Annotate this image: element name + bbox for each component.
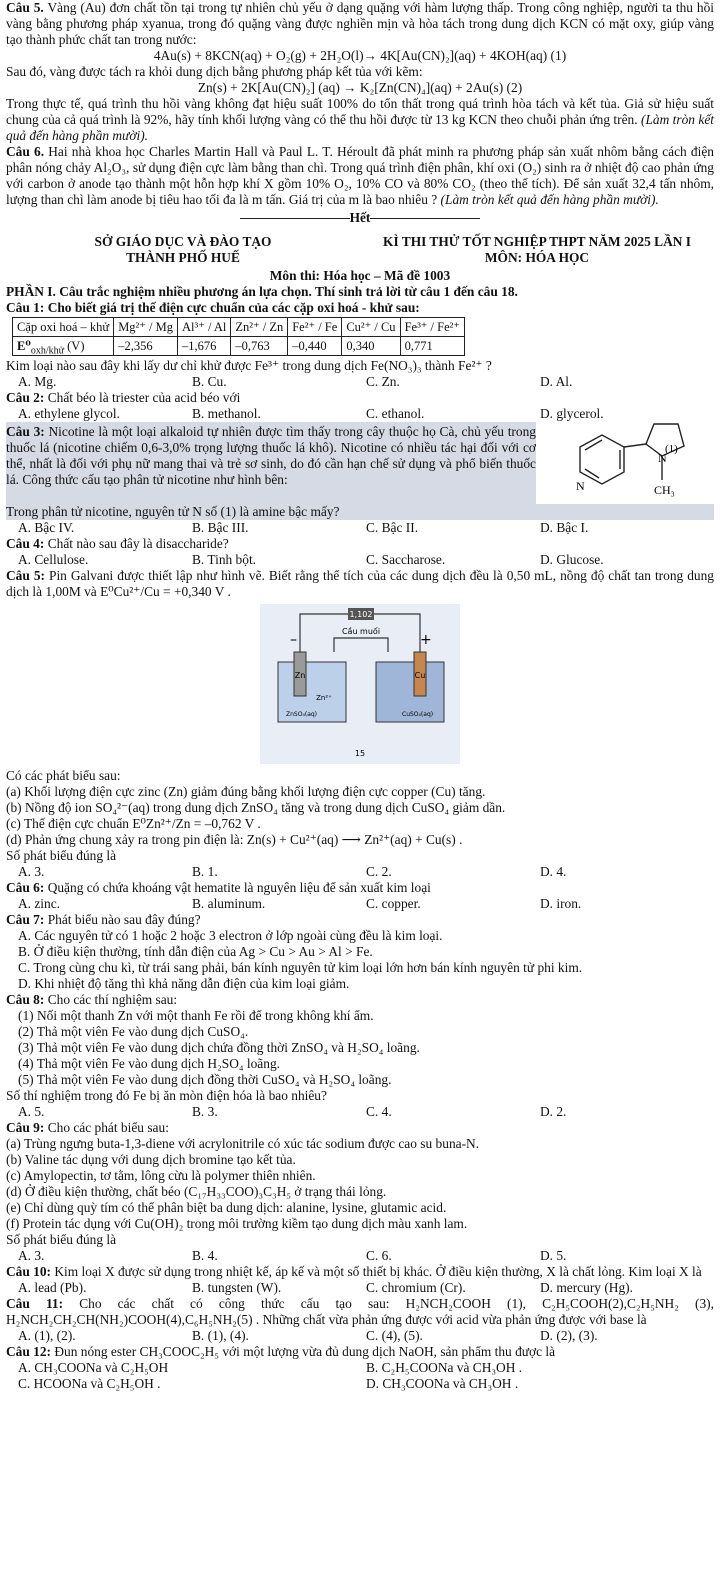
list-item: (2) Thả một viên Fe vào dung dịch CuSO₄. — [18, 1024, 249, 1039]
table-cell: Fe³⁺ / Fe²⁺ — [400, 318, 464, 337]
option-a[interactable]: A. CH₃COONa và C₂H₅OH — [18, 1360, 169, 1375]
table-cell: 0,340 — [342, 337, 400, 356]
q1-question: Kim loại nào sau đây khi lấy dư chỉ khử được Fe³⁺ trong dung dịch Fe(NO₃)₃ thành Fe²⁺ ? — [6, 358, 492, 373]
q8-question: Số thí nghiệm trong đó Fe bị ăn mòn điện hóa là bao nhiêu? — [6, 1088, 327, 1103]
option-c[interactable]: C. ethanol. — [366, 406, 425, 421]
end-divider: Hết — [6, 210, 714, 226]
table-cell: Zn²⁺ / Zn — [231, 318, 288, 337]
option-d[interactable]: D. Glucose. — [540, 552, 604, 567]
q10: Câu 10: Kim loại X được sử dụng trong nhiệt kế, áp kế và một số thiết bị khác. Ở điều kiện thường, X là chất lỏng. Kim loại X là — [6, 1264, 702, 1279]
option-c[interactable]: C. Zn. — [366, 374, 400, 389]
list-item: (a) Trùng ngưng buta-1,3-diene với acrylonitrile có xúc tác sodium được cao su buna-N. — [6, 1136, 480, 1151]
option-a[interactable]: A. zinc. — [18, 896, 61, 911]
option-d[interactable]: D. 5. — [540, 1248, 567, 1263]
option-c[interactable]: C. Saccharose. — [366, 552, 446, 567]
option-d[interactable]: D. mercury (Hg). — [540, 1280, 633, 1295]
q9: Câu 9: Cho các phát biểu sau: — [6, 1120, 169, 1135]
option-b[interactable]: B. Bậc III. — [192, 520, 249, 535]
option-d[interactable]: D. 2. — [540, 1104, 567, 1119]
list-item: (d) Ở điều kiện thường, chất béo (C₁₇H₃₃COO)₃C₃H₅ ở trạng thái lỏng. — [6, 1184, 387, 1199]
voltmeter-reading: 1,102 — [349, 610, 373, 619]
nicotine-structure — [536, 422, 714, 504]
exam-page — [6, 0, 714, 1392]
option-a[interactable]: A. lead (Pb). — [18, 1280, 87, 1295]
methyl-label: CH₃ — [654, 483, 675, 497]
prev-q5-eq1: 4Au(s) + 8KCN(aq) + O₂(g) + 2H₂O(l)→ 4K[Au(CN)₂](aq) + 4KOH(aq) (1) — [153, 48, 567, 63]
option-c[interactable]: C. 6. — [366, 1248, 392, 1263]
q9-question: Số phát biểu đúng là — [6, 1232, 117, 1247]
galvanic-cell-figure — [6, 604, 714, 764]
option-a[interactable]: A. Cellulose. — [18, 552, 89, 567]
table-cell: Cặp oxi hoá – khử — [13, 318, 114, 337]
table-cell: –0,763 — [231, 337, 288, 356]
cathode-sign: + — [420, 632, 432, 648]
option-c[interactable]: C. 4. — [366, 1104, 392, 1119]
nicotine-figure — [550, 422, 700, 504]
q11: Câu 11: Cho các chất có công thức cấu tạo sau: H₂NCH₂COOH (1), C₂H₅COOH(2),C₂H₅NH₂ (3), H₂NCH₂CH₂CH(NH₂)COOH(4),C₆H₅NH₂(5) . Những chất vừa phản ứng được với acid vừa phản ứng được với base là — [6, 1296, 714, 1327]
part-title: PHẦN I. Câu trắc nghiệm nhiều phương án lựa chọn. Thí sinh trả lời từ câu 1 đến câu 18. — [6, 284, 518, 299]
option-b[interactable]: B. Cu. — [192, 374, 227, 389]
option-b[interactable]: B. tungsten (W). — [192, 1280, 282, 1295]
q5-options — [6, 864, 714, 880]
q8: Câu 8: Cho các thí nghiệm sau: — [6, 992, 178, 1007]
q2: Câu 2: Chất béo là triester của acid béo với — [6, 390, 241, 405]
list-item: (e) Chỉ dùng quỳ tím có thể phân biệt ba dung dịch: alanine, lysine, glutamic acid. — [6, 1200, 447, 1215]
potential-table — [12, 317, 465, 356]
salt-bridge-label: Cầu muối — [341, 627, 381, 636]
option-d[interactable]: D. Khi nhiệt độ tăng thì khả năng dẫn điện của kim loại giảm. — [18, 976, 350, 991]
option-d[interactable]: D. glycerol. — [540, 406, 604, 421]
q11-options — [6, 1328, 714, 1344]
q4: Câu 4: Chất nào sau đây là disaccharide? — [6, 536, 229, 551]
prev-q5-mid: Sau đó, vàng được tách ra khỏi dung dịch bằng phương pháp kết tủa với kẽm: — [6, 64, 423, 79]
option-b[interactable]: B. 3. — [192, 1104, 218, 1119]
table-cell: Cu²⁺ / Cu — [342, 318, 400, 337]
option-a[interactable]: A. 3. — [18, 864, 45, 879]
option-c[interactable]: C. Trong cùng chu kì, từ trái sang phải, bán kính nguyên tử kim loại lớn hơn bán kính nguyên tử phi kim. — [18, 960, 583, 975]
option-a[interactable]: A. 3. — [18, 1248, 45, 1263]
q1-options — [6, 374, 714, 390]
statement: (d) Phản ứng chung xảy ra trong pin điện là: Zn(s) + Cu²⁺(aq) ⟶ Zn²⁺(aq) + Cu(s) . — [6, 832, 463, 847]
option-d[interactable]: D. Bậc I. — [540, 520, 589, 535]
list-item: (4) Thả một viên Fe vào dung dịch H₂SO₄ loãng. — [18, 1056, 280, 1071]
q9-options — [6, 1248, 714, 1264]
q5-intro: Có các phát biểu sau: — [6, 768, 121, 783]
table-cell: Al³⁺ / Al — [178, 318, 231, 337]
option-d[interactable]: D. iron. — [540, 896, 582, 911]
table-cell: –2,356 — [114, 337, 178, 356]
option-c[interactable]: C. Bậc II. — [366, 520, 419, 535]
table-cell: Fe²⁺ / Fe — [288, 318, 342, 337]
exam-header — [6, 234, 714, 266]
option-c[interactable]: C. 2. — [366, 864, 392, 879]
option-c[interactable]: C. HCOONa và C₂H₅OH . — [18, 1376, 161, 1391]
option-a[interactable]: A. Mg. — [18, 374, 57, 389]
list-item: (b) Valine tác dụng với dung dịch bromine tạo kết tủa. — [6, 1152, 296, 1167]
q5-question: Số phát biểu đúng là — [6, 848, 117, 863]
znso4-label: ZnSO₄(aq) — [286, 711, 318, 718]
zn-electrode-label: Zn — [294, 671, 306, 680]
table-cell: 0,771 — [400, 337, 464, 356]
option-a[interactable]: A. ethylene glycol. — [18, 406, 120, 421]
option-b[interactable]: B. methanol. — [192, 406, 261, 421]
option-b[interactable]: B. Tinh bột. — [192, 552, 257, 567]
q4-options — [6, 552, 714, 568]
q12-options-row1 — [6, 1360, 714, 1376]
option-c[interactable]: C. copper. — [366, 896, 421, 911]
option-b[interactable]: B. aluminum. — [192, 896, 266, 911]
q3: Câu 3: Nicotine là một loại alkaloid tự nhiên được tìm thấy trong cây thuộc họ Cà, chủ yếu trong thuốc lá (nicotine chiếm 0,6-3,0% trọng lượng thuốc lá khô). Nicotine có nhiều tác hại đối với cơ thể, nhất là đối với phụ nữ mang thai và trẻ sơ sinh, do đó cần hạn chế sử dụng và phổ biến thuốc lá. Công thức cấu tạo phân tử nicotine như hình bên: — [6, 422, 536, 504]
list-item: (5) Thả một viên Fe vào dung dịch đồng thời CuSO₄ và H₂SO₄ loãng. — [18, 1072, 392, 1087]
q3-options — [6, 520, 714, 536]
prev-q5: Câu 5. Vàng (Au) đơn chất tồn tại trong tự nhiên chủ yếu ở dạng quặng với hàm lượng thấp. Trong công nghiệp, người ta thu hồi vàng bằng phương pháp xyanua, trong đó quặng vàng được nghiền mịn và hòa tách trong dung dịch KCN có mặt oxy, giúp vàng tạo thành phức chất tan trong nước: — [6, 0, 714, 47]
option-c[interactable]: C. (4), (5). — [366, 1328, 423, 1343]
option-a[interactable]: A. Bậc IV. — [18, 520, 75, 535]
n-label: (1) — [665, 443, 678, 455]
q10-options — [6, 1280, 714, 1296]
option-a[interactable]: A. Các nguyên tử có 1 hoặc 2 hoặc 3 electron ở lớp ngoài cùng đều là kim loại. — [18, 928, 443, 943]
statement: (c) Thế điện cực chuẩn E⁰Zn²⁺/Zn = –0,762 V . — [6, 816, 261, 831]
figure-caption: 15 — [354, 749, 366, 758]
q5: Câu 5: Pin Galvani được thiết lập như hình vẽ. Biết rằng thể tích của các dung dịch đều là 0,50 mL, nồng độ chất tan trong dung dịch là 1,00M và E⁰Cu²⁺/Cu = +0,340 V . — [6, 568, 714, 599]
table-row — [13, 318, 465, 337]
cuso4-label: CuSO₄(aq) — [402, 711, 434, 718]
table-row — [13, 337, 465, 356]
option-a[interactable]: A. (1), (2). — [18, 1328, 76, 1343]
option-d[interactable]: D. CH₃COONa và CH₃OH . — [366, 1376, 519, 1391]
option-c[interactable]: C. chromium (Cr). — [366, 1280, 466, 1295]
anode-sign: – — [290, 632, 297, 648]
galvanic-cell-svg — [260, 604, 460, 764]
table-cell: –1,676 — [178, 337, 231, 356]
table-cell: Mg²⁺ / Mg — [114, 318, 178, 337]
q8-options — [6, 1104, 714, 1120]
q6-options — [6, 896, 714, 912]
list-item: (f) Protein tác dụng với Cu(OH)₂ trong môi trường kiềm tạo dung dịch màu xanh lam. — [6, 1216, 468, 1231]
option-b[interactable]: B. Ở điều kiện thường, tính dẫn điện của Ag > Cu > Au > Al > Fe. — [18, 944, 373, 959]
q12-options-row2 — [6, 1376, 714, 1392]
q6: Câu 6: Quặng có chứa khoáng vật hematite là nguyên liệu để sản xuất kim loại — [6, 880, 431, 895]
option-b[interactable]: B. C₂H₅COONa và CH₃OH . — [366, 1360, 523, 1375]
statement: (a) Khối lượng điện cực zinc (Zn) giảm đúng bằng khối lượng điện cực copper (Cu) tăng. — [6, 784, 486, 799]
table-cell: –0,440 — [288, 337, 342, 356]
list-item: (3) Thả một viên Fe vào dung dịch chứa đồng thời ZnSO₄ và H₂SO₄ loãng. — [18, 1040, 420, 1055]
q3-block — [6, 422, 714, 504]
q2-options — [6, 406, 714, 422]
q1: Câu 1: Cho biết giá trị thế điện cực chuẩn của các cặp oxi hoá - khử sau: — [6, 300, 420, 315]
option-d[interactable]: D. (2), (3). — [540, 1328, 598, 1343]
prev-q5-tail: Trong thực tế, quá trình thu hồi vàng không đạt hiệu suất 100% do tổn thất trong quá trình hòa tách và kết tủa. Giả sử hiệu suất chung của cả quá trình là 92%, hãy tính khối lượng vàng có thể thu hồi được từ 13 kg KCN theo chuỗi phản ứng trên. (Làm tròn kết quả đến hàng phần mười). — [6, 96, 714, 143]
cu-electrode-label: Cu — [414, 671, 426, 680]
q7: Câu 7: Phát biểu nào sau đây đúng? — [6, 912, 201, 927]
statement: (b) Nồng độ ion SO₄²⁻(aq) trong dung dịch ZnSO₄ tăng và trong dung dịch CuSO₄ giảm dần. — [6, 800, 506, 815]
option-b[interactable]: B. 4. — [192, 1248, 218, 1263]
option-d[interactable]: D. 4. — [540, 864, 567, 879]
zn-ion-label: Zn²⁺ — [316, 694, 332, 702]
header-left: SỞ GIÁO DỤC VÀ ĐÀO TẠO THÀNH PHỐ HUẾ — [94, 234, 272, 265]
table-cell: $E^0_{oxh/khử}$ (V) — [13, 337, 114, 356]
prev-q6: Câu 6. Hai nhà khoa học Charles Martin Hall và Paul L. T. Héroult đã phát minh ra phương pháp sản xuất nhôm bằng cách điện phân nóng chảy Al₂O₃, sử dụng điện cực làm bằng than chì. Trong quá trình điện phân, khí oxi (O₂) sinh ra ở nhiệt độ cao phản ứng với carbon ở anode tạo thành một hỗn hợp khí X gồm 10% O₂, 10% CO và 80% CO₂ (theo thể tích). Để sản xuất 32,4 tấn nhôm, lượng than chì làm anode bị tiêu hao tối đa là m tấn. Giá trị của m là bao nhiêu ? (Làm tròn kết quả đến hàng phần mười). — [6, 144, 714, 207]
option-a[interactable]: A. 5. — [18, 1104, 45, 1119]
list-item: (c) Amylopectin, tơ tằm, lông cừu là polymer thiên nhiên. — [6, 1168, 316, 1183]
header-right: KÌ THI THỬ TỐT NGHIỆP THPT NĂM 2025 LẦN I MÔN: HÓA HỌC — [383, 234, 691, 265]
amine-n: N — [658, 451, 667, 465]
q12: Câu 12: Đun nóng ester CH₃COOC₂H₅ với một lượng vừa đủ dung dịch NaOH, sản phẩm thu được là — [6, 1344, 556, 1359]
option-b[interactable]: B. (1), (4). — [192, 1328, 249, 1343]
q3-question: Trong phân tử nicotine, nguyên tử N số (1) là amine bậc mấy? — [6, 504, 714, 520]
option-b[interactable]: B. 1. — [192, 864, 218, 879]
pyridine-n: N — [576, 479, 585, 493]
prev-q5-eq2: Zn(s) + 2K[Au(CN)₂] (aq) → K₂[Zn(CN)₄](aq) + 2Au(s) (2) — [197, 80, 523, 95]
list-item: (1) Nối một thanh Zn với một thanh Fe rồi để trong không khí ẩm. — [18, 1008, 374, 1023]
option-d[interactable]: D. Al. — [540, 374, 573, 389]
exam-code: Môn thi: Hóa học – Mã đề 1003 — [269, 268, 451, 283]
